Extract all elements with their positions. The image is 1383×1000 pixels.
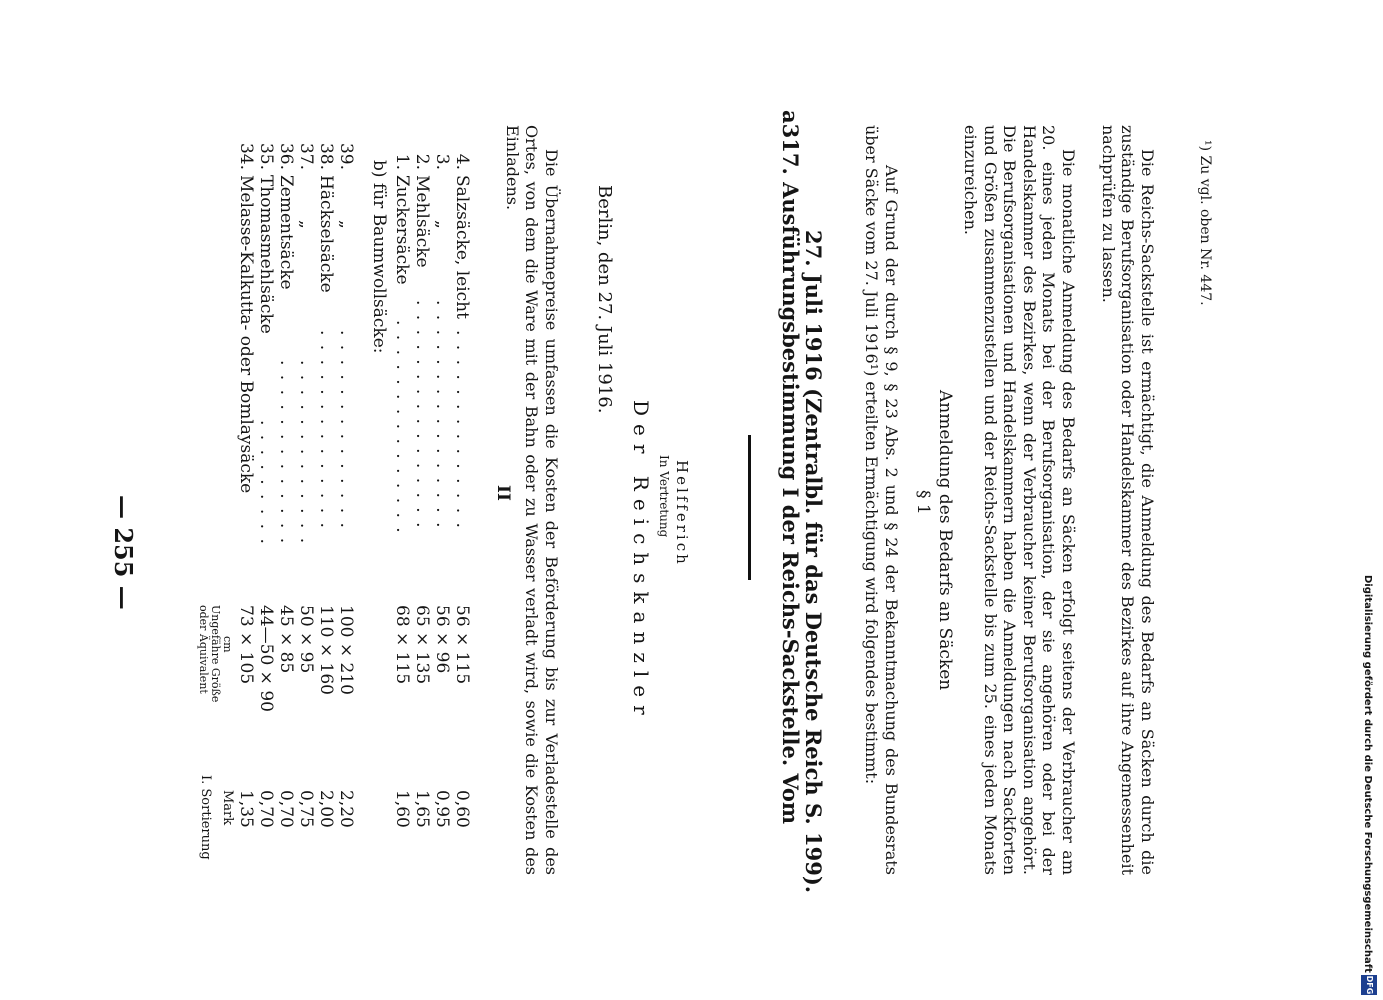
- cotton-heading: b) für Baumwollsäcke:: [369, 160, 389, 354]
- ordinance-title-line2: 27. Juli 1916 (Zentralbl. für das Deutsche Reich S. 199).: [801, 230, 826, 894]
- row-size: 50 × 95: [296, 605, 316, 674]
- size-header-line1: Ungefähre Größe: [209, 605, 222, 703]
- row-size: 56 × 96: [432, 605, 452, 674]
- signature-title: Der Reichskanzler: [629, 400, 653, 723]
- row-price: 2,20: [336, 790, 356, 828]
- section-title: Anmeldung des Bedarfs an Säcken: [935, 390, 955, 691]
- dfg-logo-icon: DFG: [1361, 975, 1377, 995]
- footnote: ¹) Zu vgl. oben Nr. 447.: [1197, 140, 1213, 306]
- row-price: 0,95: [432, 790, 452, 828]
- row-size: 44—50 × 90: [256, 605, 276, 712]
- row-number: 39.: [336, 142, 356, 170]
- row-size: 45 × 85: [276, 605, 296, 674]
- ordinance-paragraph-1: Die monatliche Anmeldung des Bedarfs an Säcken erfolgt seitens der Verbraucher am 20. eines jeden Monats bei der Berufsorganisation, der sie angehören oder bei der Handelskammer des Bezirkes, wenn der Verbraucher keiner Berufsorganisation angehört. Die Berufsorganisationen und Handelskammern haben die Anmeldungen nach Sackforten und Größen zusammenzustellen und der Reichs-Sackstelle bis zum 25. eines jeden Monats einzureichen.: [961, 125, 1078, 875]
- size-unit: cm: [221, 636, 234, 653]
- row-label: Zementsäcke: [276, 175, 296, 290]
- row-number: 38.: [316, 142, 336, 170]
- row-label: „: [336, 220, 356, 229]
- row-label: „: [296, 220, 316, 229]
- date-line: Berlin, den 27. Juli 1916.: [594, 185, 615, 414]
- row-size: 56 × 115: [452, 605, 472, 685]
- row-price: 0,60: [452, 790, 472, 828]
- ordinance-title-line1: a317. Ausführungsbestimmung I der Reichs-Sackstelle. Vom: [778, 110, 803, 825]
- separator-rule: [748, 435, 751, 580]
- row-label: Häckselsäcke: [316, 175, 336, 293]
- digitization-note: Digitalisierung gefördert durch die Deutsche Forschungsgemeinschaft: [1362, 575, 1373, 973]
- row-number: 2.: [412, 153, 432, 170]
- section-numeral: II: [493, 485, 513, 501]
- row-label: Melasse-Kalkutta- oder Bomlaysäcke: [236, 175, 256, 494]
- dot-leader: . . . . . . . . . . . . . .: [316, 330, 336, 530]
- page-number: — 255 —: [109, 495, 138, 610]
- sort-header: I. Sortierung: [198, 775, 213, 860]
- row-label: Salzsäcke, leicht: [452, 175, 472, 319]
- signature-line2: In Vertretung: [657, 455, 671, 538]
- row-price: 0,70: [256, 790, 276, 828]
- row-size: 110 × 160: [316, 605, 336, 695]
- row-price: 1,65: [412, 790, 432, 828]
- dot-leader: . . . . . . . . .: [256, 420, 276, 546]
- dot-leader: . . . . . . . . . . . . .: [296, 360, 316, 546]
- dot-leader: . . . . . . . . . . . . .: [276, 360, 296, 546]
- row-number: 37.: [296, 142, 316, 170]
- row-price: 2,00: [316, 790, 336, 828]
- ordinance-intro: Auf Grund der durch § 9, § 23 Abs. 2 und § 24 der Bekanntmachung des Bundesrats über Säcke vom 27. Juli 1916¹) erteilten Ermächtigung wird folgendes bestimmt:: [862, 125, 901, 875]
- dot-leader: . . . . . . . . . . . . . . . .: [432, 300, 452, 530]
- row-number: 35.: [256, 142, 276, 170]
- row-number: 3.: [432, 153, 452, 170]
- ordinance-paragraph-2: Die Reichs-Sackstelle ist ermächtigt, die Anmeldung des Bedarfs an Säcken durch die zuständige Berufsorganisation oder Handelskammer des Bezirkes auf ihre Angemessenheit nachprüfen zu lassen.: [1098, 125, 1157, 875]
- row-label: Thomasmehlsäcke: [256, 175, 276, 334]
- row-number: 1.: [392, 153, 412, 170]
- row-number: 4.: [452, 153, 472, 170]
- row-price: 0,70: [276, 790, 296, 828]
- dot-leader: . . . . . . . . . . . . . . . .: [412, 300, 432, 530]
- signature-name: Helfferich: [673, 460, 691, 567]
- row-size: 65 × 135: [412, 605, 432, 685]
- section-ii-text: Die Übernahmepreise umfassen die Kosten der Beförderung bis zur Verladestelle des Ortes, von dem die Ware mit der Bahn oder zu Wasser verladt wird, sowie die Kosten des Einladens.: [502, 125, 561, 875]
- row-price: 1,60: [392, 790, 412, 828]
- size-header-line2: oder Äquivalent: [197, 605, 210, 694]
- row-label: Mehlsäcke: [412, 175, 432, 268]
- row-price: 1,35: [236, 790, 256, 828]
- row-label: Zuckersäcke: [392, 175, 412, 285]
- row-size: 68 × 115: [392, 605, 412, 685]
- dot-leader: . . . . . . . . . . . . . .: [452, 330, 472, 530]
- row-price: 0,75: [296, 790, 316, 828]
- dot-leader: . . . . . . . . . . . . . .: [336, 330, 356, 530]
- row-number: 34.: [236, 142, 256, 170]
- mark-header: Mark: [220, 790, 235, 826]
- row-size: 100 × 210: [336, 605, 356, 695]
- section-mark: § 1: [913, 490, 933, 515]
- dot-leader: . . . . . . . . . . . . . . .: [392, 320, 412, 535]
- row-number: 36.: [276, 142, 296, 170]
- row-label: „: [432, 220, 452, 229]
- row-size: 73 × 105: [236, 605, 256, 685]
